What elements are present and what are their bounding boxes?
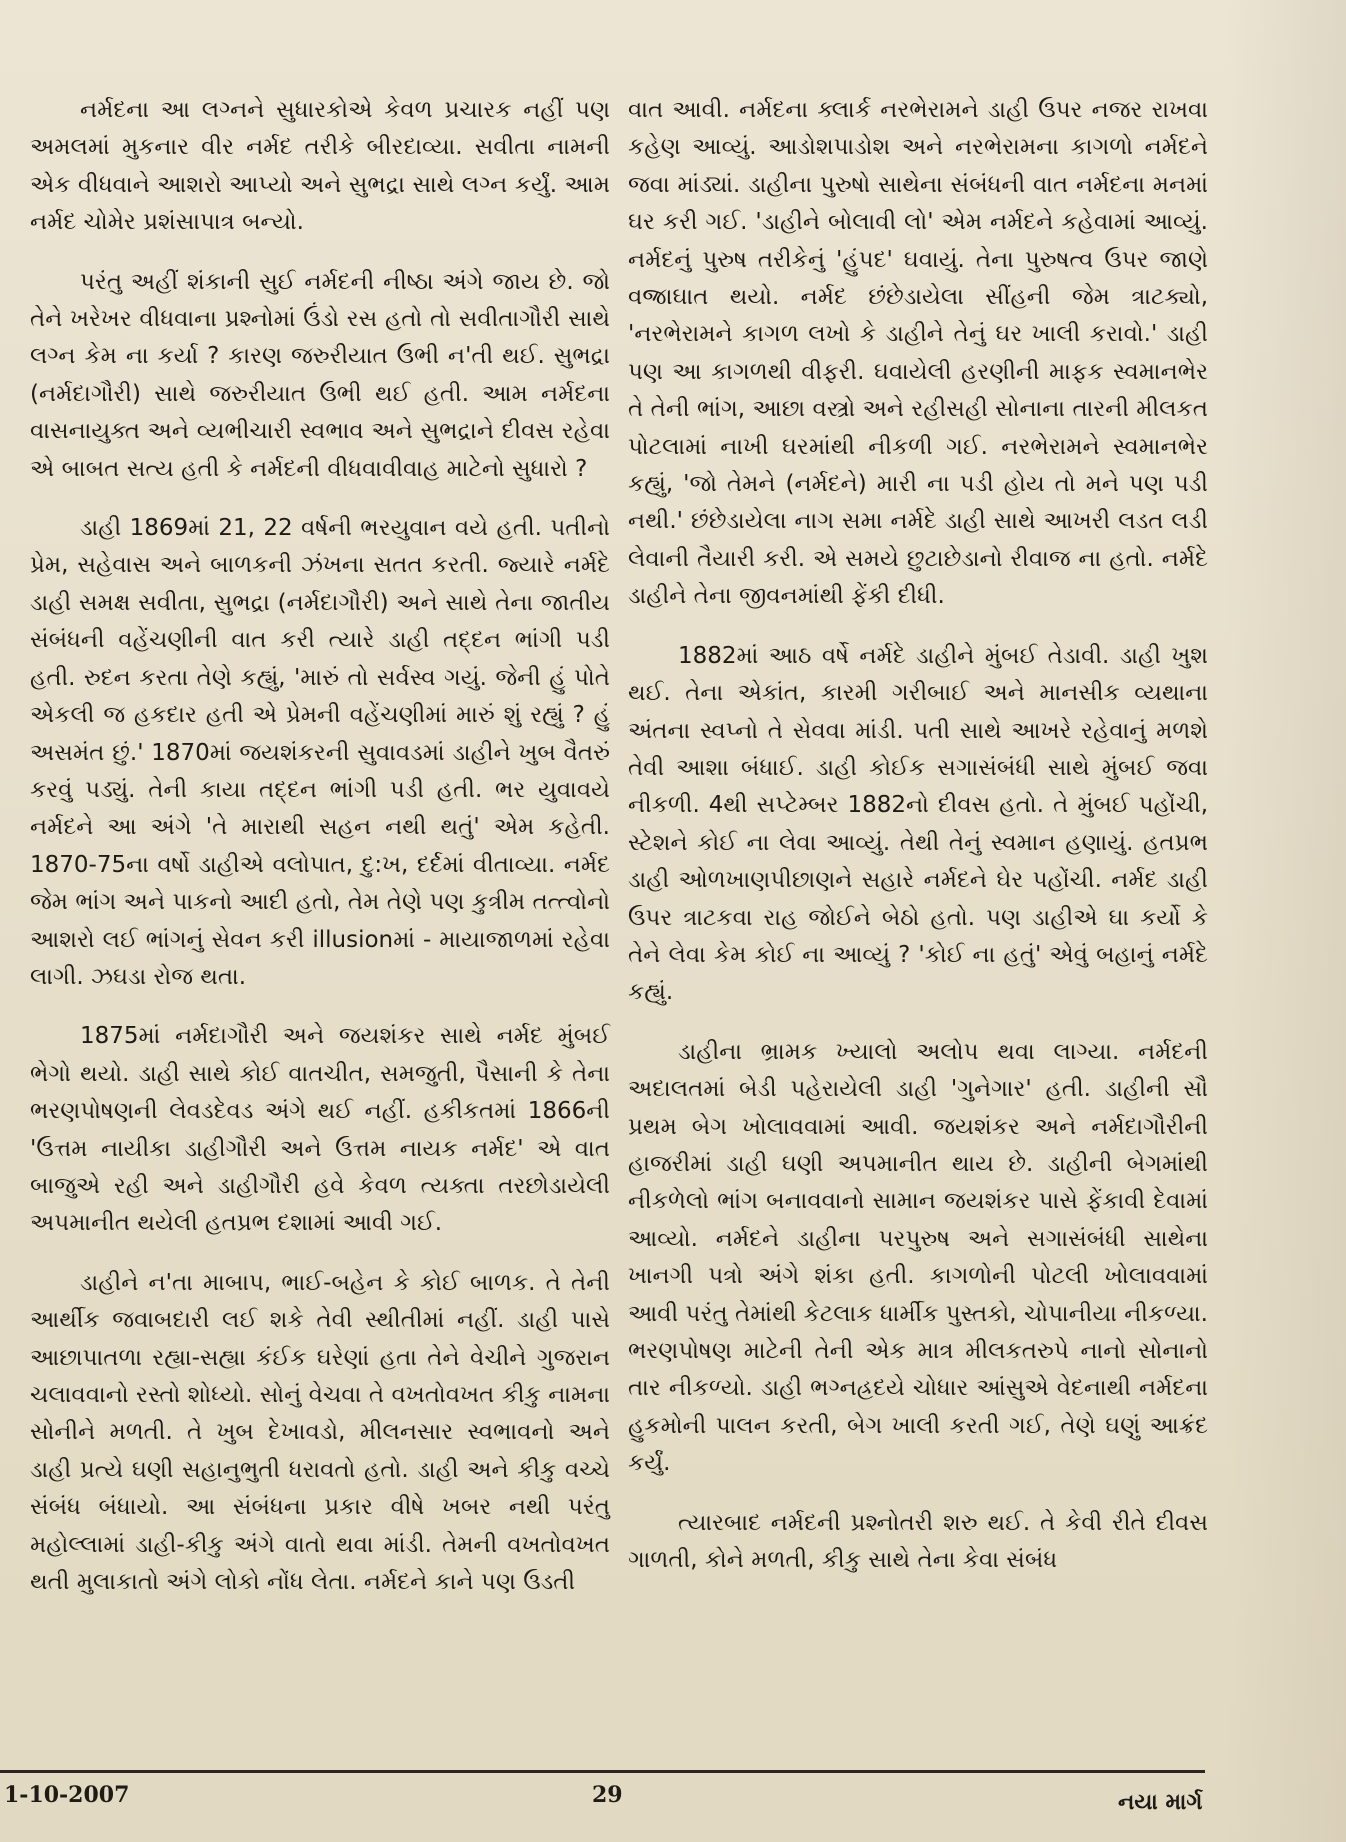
- page-spine-shadow: [1226, 0, 1346, 1842]
- publication-name: નયા માર્ગ: [1118, 1790, 1203, 1815]
- paragraph: વાત આવી. નર્મદના ક્લાર્ક નરભેરામને ડાહી ઉપર નજર રાખવા કહેણ આવ્યું. આડોશપાડોશ અને નરભેરામના કાગળો નર્મદને જવા માંડ્યાં. ડાહીના પુરુષો સાથેના સંબંધની વાત નર્મદના મનમાં ઘર કરી ગઈ. 'ડાહીને બોલાવી લો' એમ નર્મદને કહેવામાં આવ્યું. નર્મદનું પુરુષ તરીકેનું 'હુંપદ' ઘવાયું. તેના પુરુષત્વ ઉપર જાણે વજ્રાઘાત થયો. નર્મદ છંછેડાયેલા સીંહની જેમ ત્રાટક્યો, 'નરભેરામને કાગળ લખો કે ડાહીને તેનું ઘર ખાલી કરાવો.' ડાહી પણ આ કાગળથી વીફરી. ઘવાયેલી હરણીની માફક સ્વમાનભેર તે તેની ભાંગ, આછા વસ્ત્રો અને રહીસહી સોનાના તારની મીલકત પોટલામાં નાખી ઘરમાંથી નીકળી ગઈ. નરભેરામને સ્વમાનભેર કહ્યું, 'જો તેમને (નર્મદને) મારી ના પડી હોય તો મને પણ પડી નથી.' છંછેડાયેલા નાગ સમા નર્મદે ડાહી સાથે આખરી લડત લડી લેવાની તૈયારી કરી. એ સમયે છુટાછેડાનો રીવાજ ના હતો. નર્મદે ડાહીને તેના જીવનમાંથી ફેંકી દીધી.: [628, 97, 1208, 610]
- paragraph: 1882માં આઠ વર્ષે નર્મદે ડાહીને મુંબઈ તેડાવી. ડાહી ખુશ થઈ. તેના એકાંત, કારમી ગરીબાઈ અને માનસીક વ્યથાના અંતના સ્વપ્નો તે સેવવા માંડી. પતી સાથે આખરે રહેવાનું મળશે તેવી આશા બંધાઈ. ડાહી કોઈક સગાસંબંધી સાથે મુંબઈ જવા નીકળી. 4થી સપ્ટેમ્બર 1882નો દીવસ હતો. તે મુંબઈ પહોંચી, સ્ટેશને કોઈ ના લેવા આવ્યું. તેથી તેનું સ્વમાન હણાયું. હતપ્રભ ડાહી ઓળખાણપીછાણને સહારે નર્મદને ઘેર પહોંચી. નર્મદ ડાહી ઉપર ત્રાટકવા રાહ જોઈને બેઠો હતો. પણ ડાહીએ ઘા કર્યો કે તેને લેવા કેમ કોઈ ના આવ્યું ? 'કોઈ ના હતું' એવું બહાનું નર્મદે કહ્યું.: [628, 642, 1208, 1006]
- footer-date: 1-10-2007: [4, 1782, 130, 1808]
- paragraph: નર્મદના આ લગ્નને સુધારકોએ કેવળ પ્રચારક નહીં પણ અમલમાં મુકનાર વીર નર્મદ તરીકે બીરદાવ્યા. સવીતા નામની એક વીધવાને આશરો આપ્યો અને સુભદ્રા સાથે લગ્ન કર્યું. આમ નર્મદ ચોમેર પ્રશંસાપાત્ર બન્યો.: [30, 97, 610, 236]
- paragraph: ત્યારબાદ નર્મદની પ્રશ્નોતરી શરુ થઈ. તે કેવી રીતે દીવસ ગાળતી, કોને મળતી, કીકુ સાથે તેના કેવા સંબંધ: [628, 1509, 1208, 1574]
- footer-rule: [0, 1770, 1205, 1773]
- paragraph: ડાહીના ભ્રામક ખ્યાલો અલોપ થવા લાગ્યા. નર્મદની અદાલતમાં બેડી પહેરાયેલી ડાહી 'ગુનેગાર' હતી. ડાહીની સૌ પ્રથમ બેગ ખોલાવવામાં આવી. જયશંકર અને નર્મદાગૌરીની હાજરીમાં ડાહી ઘણી અપમાનીત થાય છે. ડાહીની બેગમાંથી નીકળેલો ભાંગ બનાવવાનો સામાન જયશંકર પાસે ફેંકાવી દેવામાં આવ્યો. નર્મદને ડાહીના પરપુરુષ અને સગાસંબંધી સાથેના ખાનગી પત્રો અંગે શંકા હતી. કાગળોની પોટલી ખોલાવવામાં આવી પરંતુ તેમાંથી કેટલાક ધાર્મીક પુસ્તકો, ચોપાનીયા નીકળ્યા. ભરણપોષણ માટેની તેની એક માત્ર મીલકતરુપે નાનો સોનાનો તાર નીકળ્યો. ડાહી ભગ્નહ્રદયે ચોધાર આંસુએ વેદનાથી નર્મદના હુકમોની પાલન કરતી, બેગ ખાલી કરતી ગઈ, તેણે ઘણું આક્રંદ કર્યું.: [628, 1038, 1208, 1477]
- paragraph: 1875માં નર્મદાગૌરી અને જયશંકર સાથે નર્મદ મુંબઈ ભેગો થયો. ડાહી સાથે કોઈ વાતચીત, સમજુતી, પૈસાની કે તેના ભરણપોષણની લેવડદેવડ અંગે થઈ નહીં. હકીકતમાં 1866ની 'ઉત્તમ નાયીકા ડાહીગૌરી અને ઉત્તમ નાયક નર્મદ' એ વાત બાજુએ રહી અને ડાહીગૌરી હવે કેવળ ત્યક્તા તરછોડાયેલી અપમાનીત થયેલી હતપ્રભ દશામાં આવી ગઈ.: [30, 1023, 610, 1237]
- left-column: [30, 92, 610, 1623]
- paragraph: ડાહીને ન'તા માબાપ, ભાઈ-બહેન કે કોઈ બાળક. તે તેની આર્થીક જવાબદારી લઈ શકે તેવી સ્થીતીમાં નહીં. ડાહી પાસે આછાપાતળા રહ્યા-સહ્યા કંઈક ઘરેણાં હતા તેને વેચીને ગુજરાન ચલાવવાનો રસ્તો શોધ્યો. સોનું વેચવા તે વખતોવખત કીકુ નામના સોનીને મળતી. તે ખુબ દેખાવડો, મીલનસાર સ્વભાવનો અને ડાહી પ્રત્યે ઘણી સહાનુભુતી ધરાવતો હતો. ડાહી અને કીકુ વચ્ચે સંબંધ બંધાયો. આ સંબંધના પ્રકાર વીષે ખબર નથી પરંતુ મહોલ્લામાં ડાહી-કીકુ અંગે વાતો થવા માંડી. તેમની વખતોવખત થતી મુલાકાતો અંગે લોકો નોંધ લેતા. નર્મદને કાને પણ ઉડતી: [30, 1269, 610, 1596]
- page-number: 29: [592, 1782, 623, 1808]
- paragraph: ડાહી 1869માં 21, 22 વર્ષની ભરયુવાન વયે હતી. પતીનો પ્રેમ, સહેવાસ અને બાળકની ઝંખના સતત કરતી. જ્યારે નર્મદે ડાહી સમક્ષ સવીતા, સુભદ્રા (નર્મદાગૌરી) અને સાથે તેના જાતીય સંબંધની વહેંચણીની વાત કરી ત્યારે ડાહી તદ્દન ભાંગી પડી હતી. રુદન કરતા તેણે કહ્યું, 'મારું તો સર્વસ્વ ગયું. જેની હું પોતે એકલી જ હકદાર હતી એ પ્રેમની વહેંચણીમાં મારું શું રહ્યું ? હું અસમંત છું.' 1870માં જયશંકરની સુવાવડમાં ડાહીને ખુબ વૈતરું કરવું પડ્યું. તેની કાયા તદ્દન ભાંગી પડી હતી. ભર યુવાવયે નર્મદને આ અંગે 'તે મારાથી સહન નથી થતું' એમ કહેતી. 1870-75ના વર્ષો ડાહીએ વલોપાત, દુ:ખ, દર્દમાં વીતાવ્યા. નર્મદ જેમ ભાંગ અને પાકનો આદી હતો, તેમ તેણે પણ કુત્રીમ તત્ત્વોનો આશરો લઈ ભાંગનું સેવન કરી illusionમાં - માયાજાળમાં રહેવા લાગી. ઝઘડા રોજ થતા.: [30, 515, 610, 990]
- right-column: [628, 92, 1208, 1601]
- paragraph: પરંતુ અહીં શંકાની સુઈ નર્મદની નીષ્ઠા અંગે જાય છે. જો તેને ખરેખર વીધવાના પ્રશ્નોમાં ઉંડો રસ હતો તો સવીતાગૌરી સાથે લગ્ન કેમ ના કર્યા ? કારણ જરુરીયાત ઉભી ન'તી થઈ. સુભદ્રા (નર્મદાગૌરી) સાથે જરુરીયાત ઉભી થઈ હતી. આમ નર્મદના વાસનાયુક્ત અને વ્યભીચારી સ્વભાવ અને સુભદ્રાને દીવસ રહેવા એ બાબત સત્ય હતી કે નર્મદની વીધવાવીવાહ માટેનો સુધારો ?: [30, 268, 610, 482]
